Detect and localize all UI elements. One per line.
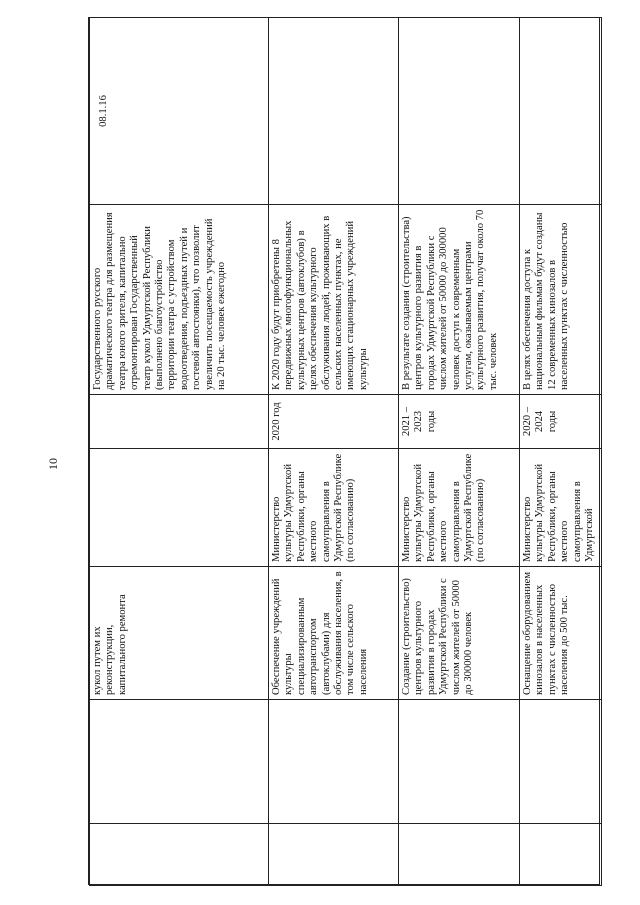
row-empty-cell xyxy=(520,700,602,824)
executor-cell xyxy=(90,449,269,567)
result-cell: Государственного русского драматического театра для размещения театра юного зрителя, капитально отремонтирован Государственный театр кукол Удмуртской Республики (выполнено благоустройство территории театра с устройством водоотведения, подъездных путей и гостевой автостоянки), что позволит увеличить посещаемость учреждений на 20 тыс. человек ежегодно xyxy=(90,205,269,395)
program-activities-table xyxy=(89,17,602,886)
row-code-cell xyxy=(90,824,269,886)
event-cell: Создание (строительство) центров культурного развития в городах Удмуртской Республики с числом жителей от 50000 до 300000 человек xyxy=(399,567,520,700)
period-cell: 2020 – 2024 годы xyxy=(520,395,602,449)
row-empty-cell xyxy=(90,700,269,824)
indicator-cell xyxy=(269,18,399,205)
rotated-table-container xyxy=(89,18,601,886)
event-cell: Обеспечение учреждений культуры специализированным автотранспортом (автоклубами) для обслуживания населения, в том числе сельского населения xyxy=(269,567,399,700)
event-cell: Оснащение оборудованием кинозалов в населенных пунктах с численностью населения до 500 тыс. xyxy=(520,567,602,700)
row-empty-cell xyxy=(269,700,399,824)
table-row xyxy=(90,18,269,886)
table-row xyxy=(269,18,399,886)
period-cell xyxy=(90,395,269,449)
event-cell: кукол путем их реконструкции, капитального ремонта xyxy=(90,567,269,700)
row-empty-cell xyxy=(399,700,520,824)
table-frame xyxy=(88,17,600,885)
executor-cell: Министерство культуры Удмуртской Республики, органы местного самоуправления в Удмуртской Республике (по согласованию) xyxy=(269,449,399,567)
result-cell: В результате создания (строительства) центров культурного развития в городах Удмуртской Республики с числом жителей от 50000 до 300000 человек доступ к современным услугам, оказываемым центрами культурного развития, получат около 70 тыс. человек xyxy=(399,205,520,395)
executor-cell: Министерство культуры Удмуртской Республики, органы местного самоуправления в Удмуртской Республике (по согласованию) xyxy=(399,449,520,567)
row-code-cell xyxy=(520,824,602,886)
indicator-cell xyxy=(399,18,520,205)
row-code-cell xyxy=(269,824,399,886)
indicator-cell xyxy=(520,18,602,205)
table-row xyxy=(520,18,602,886)
result-cell: К 2020 году будут приобретены 8 передвижных многофункциональных культурных центров (автоклубов) в целях обеспечения культурного обслуживания людей, проживающих в сельских населенных пунктах, не имеющих стационарных учреждений культуры xyxy=(269,205,399,395)
result-cell: В целях обеспечения доступа к национальным фильмам будут созданы 12 современных кинозалов в населенных пунктах с численностью xyxy=(520,205,602,395)
executor-cell: Министерство культуры Удмуртской Республики, органы местного самоуправления в Удмуртской xyxy=(520,449,602,567)
period-cell: 2020 год xyxy=(269,395,399,449)
row-code-cell xyxy=(399,824,520,886)
indicator-cell: 08.1.16 xyxy=(90,18,269,205)
page-number: 10 xyxy=(46,458,60,470)
period-cell: 2021 – 2023 годы xyxy=(399,395,520,449)
table-row xyxy=(399,18,520,886)
